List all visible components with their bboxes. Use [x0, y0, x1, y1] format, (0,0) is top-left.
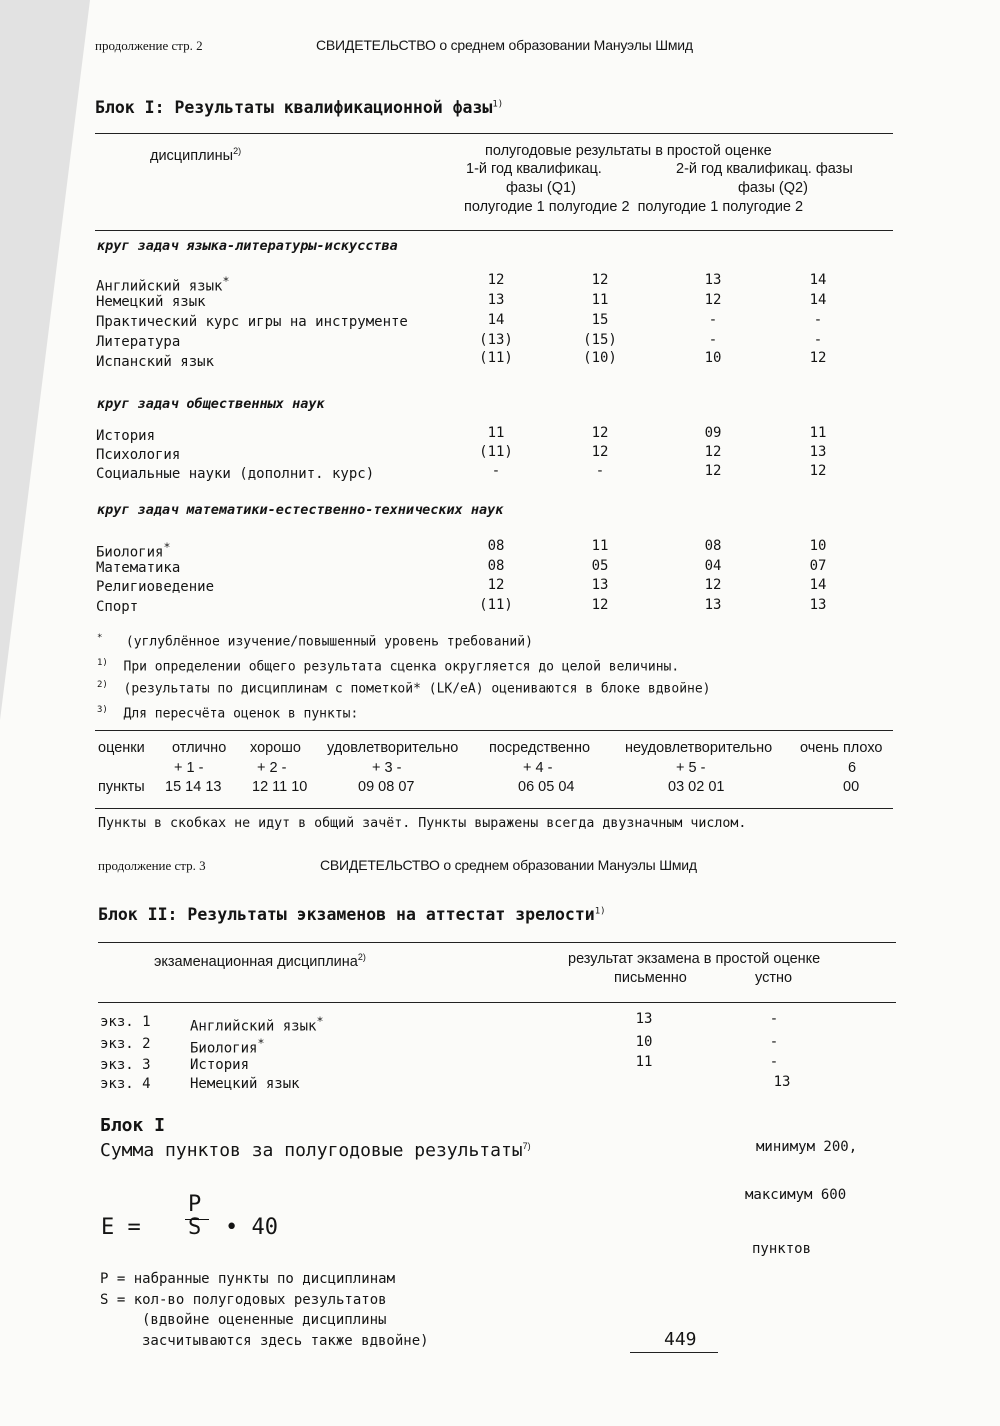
grade-cell: 14 [809, 272, 827, 288]
rule [95, 808, 893, 809]
grade-mark: + 5 - [676, 760, 706, 776]
scale-label-points: пункты [98, 779, 145, 795]
grade-cell: 13 [487, 292, 505, 308]
grade-cell: 11 [591, 538, 609, 554]
grade-cell: 13 [704, 272, 722, 288]
page1-footer-note: Пункты в скобках не идут в общий зачёт. Пункты выражены всегда двузначным числом. [98, 816, 747, 831]
grade-cell: 07 [809, 558, 827, 574]
grade-cell: 12 [809, 350, 827, 366]
grade-mark: + 4 - [523, 760, 553, 776]
legend-line: (вдвойне оцененные дисциплины [142, 1312, 387, 1328]
col-results: полугодовые результаты в простой оценке [485, 143, 772, 159]
grade-cell: - [813, 312, 823, 328]
formula-p: P [188, 1192, 202, 1217]
grade-points: 00 [843, 779, 860, 795]
footnote: * (углублённое изучение/повышенный уровень требований) [97, 633, 533, 650]
col-oral: устно [755, 970, 793, 986]
grade-cell: 11 [809, 425, 827, 441]
subject-row: Немецкий язык [96, 294, 206, 310]
footnote: $^{1)}$ При определении общего результата сценка округляется до целой величины. [97, 658, 680, 675]
min-label: минимум 200, [756, 1139, 858, 1155]
grade-name: хорошо [250, 740, 301, 756]
grade-cell: 12 [704, 577, 722, 593]
grade-cell: 14 [809, 577, 827, 593]
formula-rest: • 40 [225, 1215, 278, 1240]
grade-mark: 6 [848, 760, 857, 776]
subject-row: История [96, 428, 156, 444]
grade-cell: 04 [704, 558, 722, 574]
grade-cell: 12 [704, 463, 722, 479]
grade-points: 09 08 07 [358, 779, 415, 795]
exam-oral: - [769, 1011, 779, 1027]
grade-cell: 12 [591, 425, 609, 441]
grade-cell: 11 [487, 425, 505, 441]
legend-line: S = кол-во полугодовых результатов [100, 1292, 387, 1308]
legend-line: P = набранные пункты по дисциплинам [100, 1271, 396, 1287]
grade-mark: + 1 - [174, 760, 204, 776]
footnote: $^{2)}$ (результаты по дисциплинам с пометкой* (LK/eA) оцениваются в блоке вдвойне) [97, 680, 711, 697]
grade-cell: 12 [704, 444, 722, 460]
grade-name: посредственно [489, 740, 591, 756]
subject-row: Биология* [96, 540, 171, 561]
exam-oral: - [769, 1054, 779, 1070]
grade-cell: 13 [704, 597, 722, 613]
exam-label: экз. 2 [100, 1036, 151, 1052]
grade-cell: - [813, 332, 823, 348]
rule [98, 1002, 896, 1003]
semesters-header: полугодие 1 полугодие 2 полугодие 1 полугодие 2 [464, 199, 804, 215]
grade-cell: (15) [583, 332, 617, 348]
grade-cell: 09 [704, 425, 722, 441]
grade-cell: - [708, 312, 718, 328]
subject-row: Религиоведение [96, 579, 215, 595]
page2-header-left: продолжение стр. 3 [98, 858, 206, 873]
group-title: круг задач общественных наук [97, 396, 325, 412]
col-written: письменно [614, 970, 687, 986]
grade-points: 06 05 04 [518, 779, 575, 795]
grade-cell: (10) [583, 350, 617, 366]
grade-cell: 14 [487, 312, 505, 328]
rule [98, 942, 896, 943]
grade-mark: + 3 - [372, 760, 402, 776]
grade-cell: 05 [591, 558, 609, 574]
col-exam-result: результат экзамена в простой оценке [568, 951, 821, 967]
exam-oral: 13 [773, 1074, 791, 1090]
subject-row: Социальные науки (дополнит. курс) [96, 466, 375, 482]
exam-oral: - [769, 1034, 779, 1050]
col-exam-discipline: экзаменационная дисциплина$^{2)}$ [154, 952, 366, 970]
grade-cell: 08 [487, 538, 505, 554]
max-label: максимум 600 [745, 1187, 847, 1203]
rule [95, 133, 893, 134]
grade-points: 03 02 01 [668, 779, 725, 795]
grade-mark: + 2 - [257, 760, 287, 776]
grade-cell: 12 [809, 463, 827, 479]
grade-points: 12 11 10 [252, 779, 308, 795]
scale-label-grades: оценки [98, 740, 145, 756]
grade-cell: 13 [591, 577, 609, 593]
grade-cell: 12 [704, 292, 722, 308]
grade-cell: 12 [591, 597, 609, 613]
page1-header-title: СВИДЕТЕЛЬСТВО о среднем образовании Мануэлы Шмид [316, 37, 693, 53]
grade-cell: (11) [479, 350, 513, 366]
rule [95, 730, 893, 731]
grade-name: отлично [172, 740, 227, 756]
exam-subject: Биология* [190, 1036, 265, 1057]
grade-cell: - [491, 463, 501, 479]
subject-row: Математика [96, 560, 181, 576]
grade-cell: 13 [809, 597, 827, 613]
footnote: $^{3)}$ Для пересчёта оценок в пункты: [97, 705, 359, 722]
col-disciplines: дисциплины$^{2)}$ [150, 146, 242, 164]
exam-written: 11 [635, 1054, 653, 1070]
grade-cell: (13) [479, 332, 513, 348]
block2-title: Блок II: Результаты экзаменов на аттестат зрелости$^{1)}$ [98, 905, 606, 924]
exam-written: 13 [635, 1011, 653, 1027]
grade-cell: 12 [591, 272, 609, 288]
q1-line1: 1-й год квалификац. [466, 161, 602, 177]
group-title: круг задач языка-литературы-искусства [97, 238, 398, 254]
grade-cell: 10 [809, 538, 827, 554]
subject-row: Английский язык* [96, 274, 230, 295]
grade-cell: - [595, 463, 605, 479]
exam-subject: История [190, 1057, 250, 1073]
grade-cell: 12 [487, 577, 505, 593]
scan-shadow [0, 0, 90, 720]
subject-row: Литература [96, 334, 181, 350]
grade-cell: 08 [487, 558, 505, 574]
grade-cell: 11 [591, 292, 609, 308]
grade-cell: 15 [591, 312, 609, 328]
total-points: 449 [664, 1329, 697, 1350]
grade-name: удовлетворительно [327, 740, 459, 756]
group-title: круг задач математики-естественно-технических наук [97, 502, 504, 518]
grade-cell: (11) [479, 444, 513, 460]
points-label: пунктов [752, 1241, 812, 1257]
subject-row: Психология [96, 447, 181, 463]
block1-heading: Блок I [100, 1115, 166, 1136]
grade-name: неудовлетворительно [625, 740, 773, 756]
q2-line1: 2-й год квалификац. фазы [676, 161, 853, 177]
page1-header-left: продолжение стр. 2 [95, 38, 203, 53]
formula-s: S [188, 1215, 202, 1240]
grade-cell: 12 [487, 272, 505, 288]
grade-cell: (11) [479, 597, 513, 613]
rule [95, 230, 893, 231]
grade-points: 15 14 13 [165, 779, 222, 795]
block1-title: Блок I: Результаты квалификационной фазы$^{1)}$ [95, 98, 504, 117]
exam-label: экз. 1 [100, 1014, 151, 1030]
exam-subject: Английский язык* [190, 1014, 324, 1035]
grade-cell: 12 [591, 444, 609, 460]
exam-label: экз. 4 [100, 1076, 151, 1092]
subject-row: Испанский язык [96, 354, 215, 370]
legend-line: засчитываются здесь также вдвойне) [142, 1333, 429, 1349]
q1-line2: фазы (Q1) [506, 180, 576, 196]
sum-label: Сумма пунктов за полугодовые результаты$^{7)}$ [100, 1140, 531, 1161]
q2-line2: фазы (Q2) [738, 180, 808, 196]
page2-header-title: СВИДЕТЕЛЬСТВО о среднем образовании Мануэлы Шмид [320, 857, 697, 873]
grade-name: очень плохо [800, 740, 883, 756]
formula-e: E = [101, 1215, 141, 1240]
grade-cell: 14 [809, 292, 827, 308]
grade-cell: 10 [704, 350, 722, 366]
exam-written: 10 [635, 1034, 653, 1050]
grade-cell: 08 [704, 538, 722, 554]
grade-cell: - [708, 332, 718, 348]
exam-label: экз. 3 [100, 1057, 151, 1073]
subject-row: Спорт [96, 599, 139, 615]
total-underline [630, 1352, 718, 1353]
subject-row: Практический курс игры на инструменте [96, 314, 408, 330]
exam-subject: Немецкий язык [190, 1076, 300, 1092]
grade-cell: 13 [809, 444, 827, 460]
